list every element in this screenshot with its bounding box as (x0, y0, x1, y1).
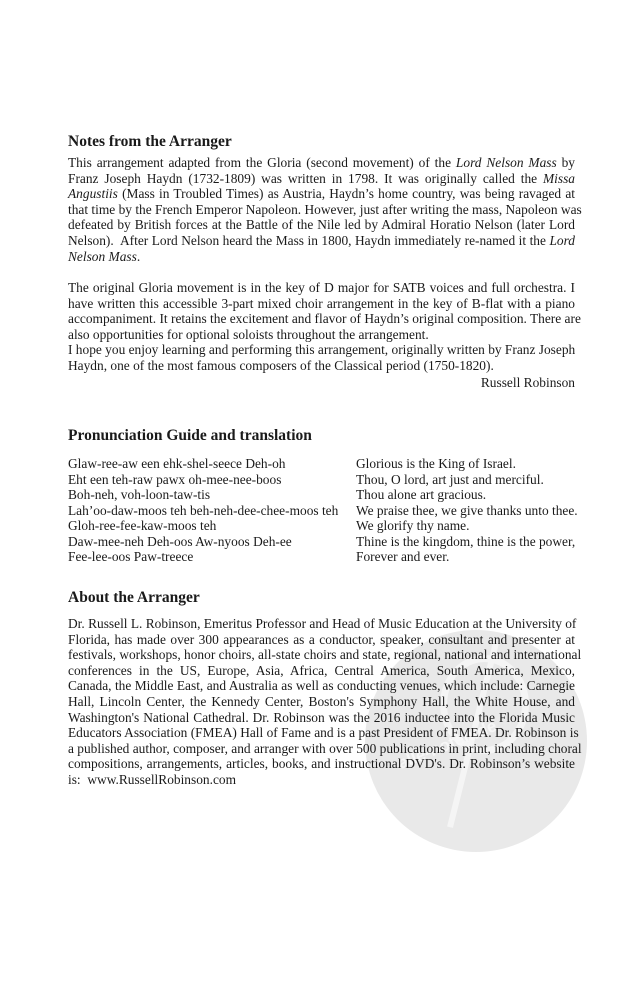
text-line: is: www.RussellRobinson.com (68, 771, 237, 787)
text-line: conferences in the US, Europe, Asia, Africa, Central America, South America, Mexico, (68, 662, 575, 678)
english-translation: Thou alone art gracious. (356, 487, 487, 503)
text-line: compositions, arrangements, articles, books, and instructional DVD's. Dr. Robinson’s website (68, 756, 575, 772)
text-segment: by (556, 155, 575, 170)
italic-title-text: Lord (549, 232, 575, 248)
text-segment: have written this accessible 3-part mixed choir arrangement in the key of B-flat with a piano (68, 295, 575, 311)
pronunciation-heading: Pronunciation Guide and translation (68, 427, 312, 444)
text-line (68, 186, 575, 202)
text-segment: also opportunities for optional soloists throughout the arrangement. (68, 326, 429, 342)
latin-pronunciation: Eht een teh-raw pawx oh-mee-nee-boos (68, 471, 282, 487)
about-heading: About the Arranger (68, 589, 200, 606)
text-line (68, 155, 575, 171)
pronunciation-row (68, 534, 588, 550)
english-translation: Forever and ever. (356, 549, 450, 565)
pronunciation-row (68, 472, 588, 488)
pronunciation-row (68, 549, 588, 565)
latin-pronunciation: Daw-mee-neh Deh-oos Aw-nyoos Deh-ee (68, 533, 292, 549)
text-segment: This arrangement adapted from the Gloria (second movement) of the (68, 155, 456, 170)
text-line (68, 280, 575, 296)
notes-paragraph-1 (68, 155, 582, 264)
pronunciation-row (68, 503, 588, 519)
pronunciation-row (68, 487, 588, 503)
text-line (68, 327, 575, 343)
notes-heading: Notes from the Arranger (68, 133, 232, 150)
pronunciation-row (68, 518, 588, 534)
signature: Russell Robinson (480, 375, 575, 390)
text-line: Florida, has made over 300 appearances as a conductor, speaker, consultant and presenter at (68, 631, 575, 647)
text-line (68, 217, 575, 233)
text-line: Hall, Lincoln Center, the Kennedy Center, Boston's Symphony Hall, the White House, and (68, 693, 575, 709)
text-line: festivals, workshops, honor choirs, all-state choirs and state, regional, national and international (68, 647, 582, 663)
text-segment: . (136, 248, 141, 264)
italic-title-text: Angustiis (68, 186, 118, 202)
text-line (68, 201, 582, 218)
text-line (68, 311, 581, 327)
latin-pronunciation: Gloh-ree-fee-kaw-moos teh (68, 518, 217, 534)
text-segment: defeated by British forces at the Battle of the Nile led by Admiral Horatio Nelson (later Lord (68, 217, 575, 233)
text-segment: accompaniment. It retains the excitement and flavor of Haydn’s original composition. There are (68, 311, 581, 327)
latin-pronunciation: Fee-lee-oos Paw-treece (68, 549, 194, 565)
text-segment: that time by the French Emperor Napoleon. However, just after writing the mass, Napoleon was (68, 201, 582, 217)
text-line: a published author, composer, and arranger with over 500 publications in print, including choral (68, 740, 582, 756)
english-translation: We praise thee, we give thanks unto thee. (356, 502, 578, 518)
pronunciation-table (68, 456, 588, 565)
english-translation: We glorify thy name. (356, 518, 470, 534)
text-segment: Haydn, one of the most famous composers of the Classical period (1750-1820). (68, 357, 494, 373)
text-line: Washington's National Cathedral. Dr. Robinson was the 2016 inductee into the Florida Music (68, 709, 575, 725)
text-line: Dr. Russell L. Robinson, Emeritus Professor and Head of Music Education at the University of (68, 616, 577, 631)
text-segment: Nelson). After Lord Nelson heard the Mass in 1800, Haydn immediately re-named it the (68, 232, 550, 248)
italic-title-text: Lord Nelson Mass (455, 155, 557, 170)
text-line (68, 358, 575, 374)
text-segment: Franz Joseph Haydn (1732-1809) was written in 1798. It was originally called the (68, 170, 543, 186)
notes-paragraph-2 (68, 280, 581, 342)
text-segment: The original Gloria movement is in the key of D major for SATB voices and full orchestra. I (68, 280, 575, 295)
about-paragraph (68, 616, 582, 788)
english-translation: Thine is the kingdom, thine is the power, (356, 533, 576, 549)
text-line (68, 233, 575, 249)
english-translation: Glorious is the King of Israel. (356, 456, 516, 471)
latin-pronunciation: Lah’oo-daw-moos teh beh-neh-dee-chee-moos teh (68, 502, 339, 518)
english-translation: Thou, O lord, art just and merciful. (356, 471, 544, 487)
watermark-text: alle-noten.de (395, 716, 500, 773)
latin-pronunciation: Boh-neh, voh-loon-taw-tis (68, 487, 211, 503)
text-line (68, 342, 575, 358)
notes-paragraph-3 (68, 342, 575, 373)
text-line (68, 249, 575, 265)
text-segment: (Mass in Troubled Times) as Austria, Haydn’s home country, was being ravaged at (117, 186, 575, 202)
pronunciation-row (68, 456, 588, 472)
text-line: Educators Association (FMEA) Hall of Fame and is a past President of FMEA. Dr. Robinson is (68, 725, 579, 741)
latin-pronunciation: Glaw-ree-aw een ehk-shel-seece Deh-oh (68, 456, 286, 471)
italic-title-text: Missa (543, 170, 575, 186)
text-line (68, 171, 575, 187)
text-line: Canada, the Middle East, and Australia as well as conducting venues, which include: Carnegie (68, 678, 575, 694)
text-line (68, 296, 575, 312)
text-segment: I hope you enjoy learning and performing this arrangement, originally written by Franz Joseph (68, 342, 576, 357)
italic-title-text: Nelson Mass (68, 248, 137, 264)
